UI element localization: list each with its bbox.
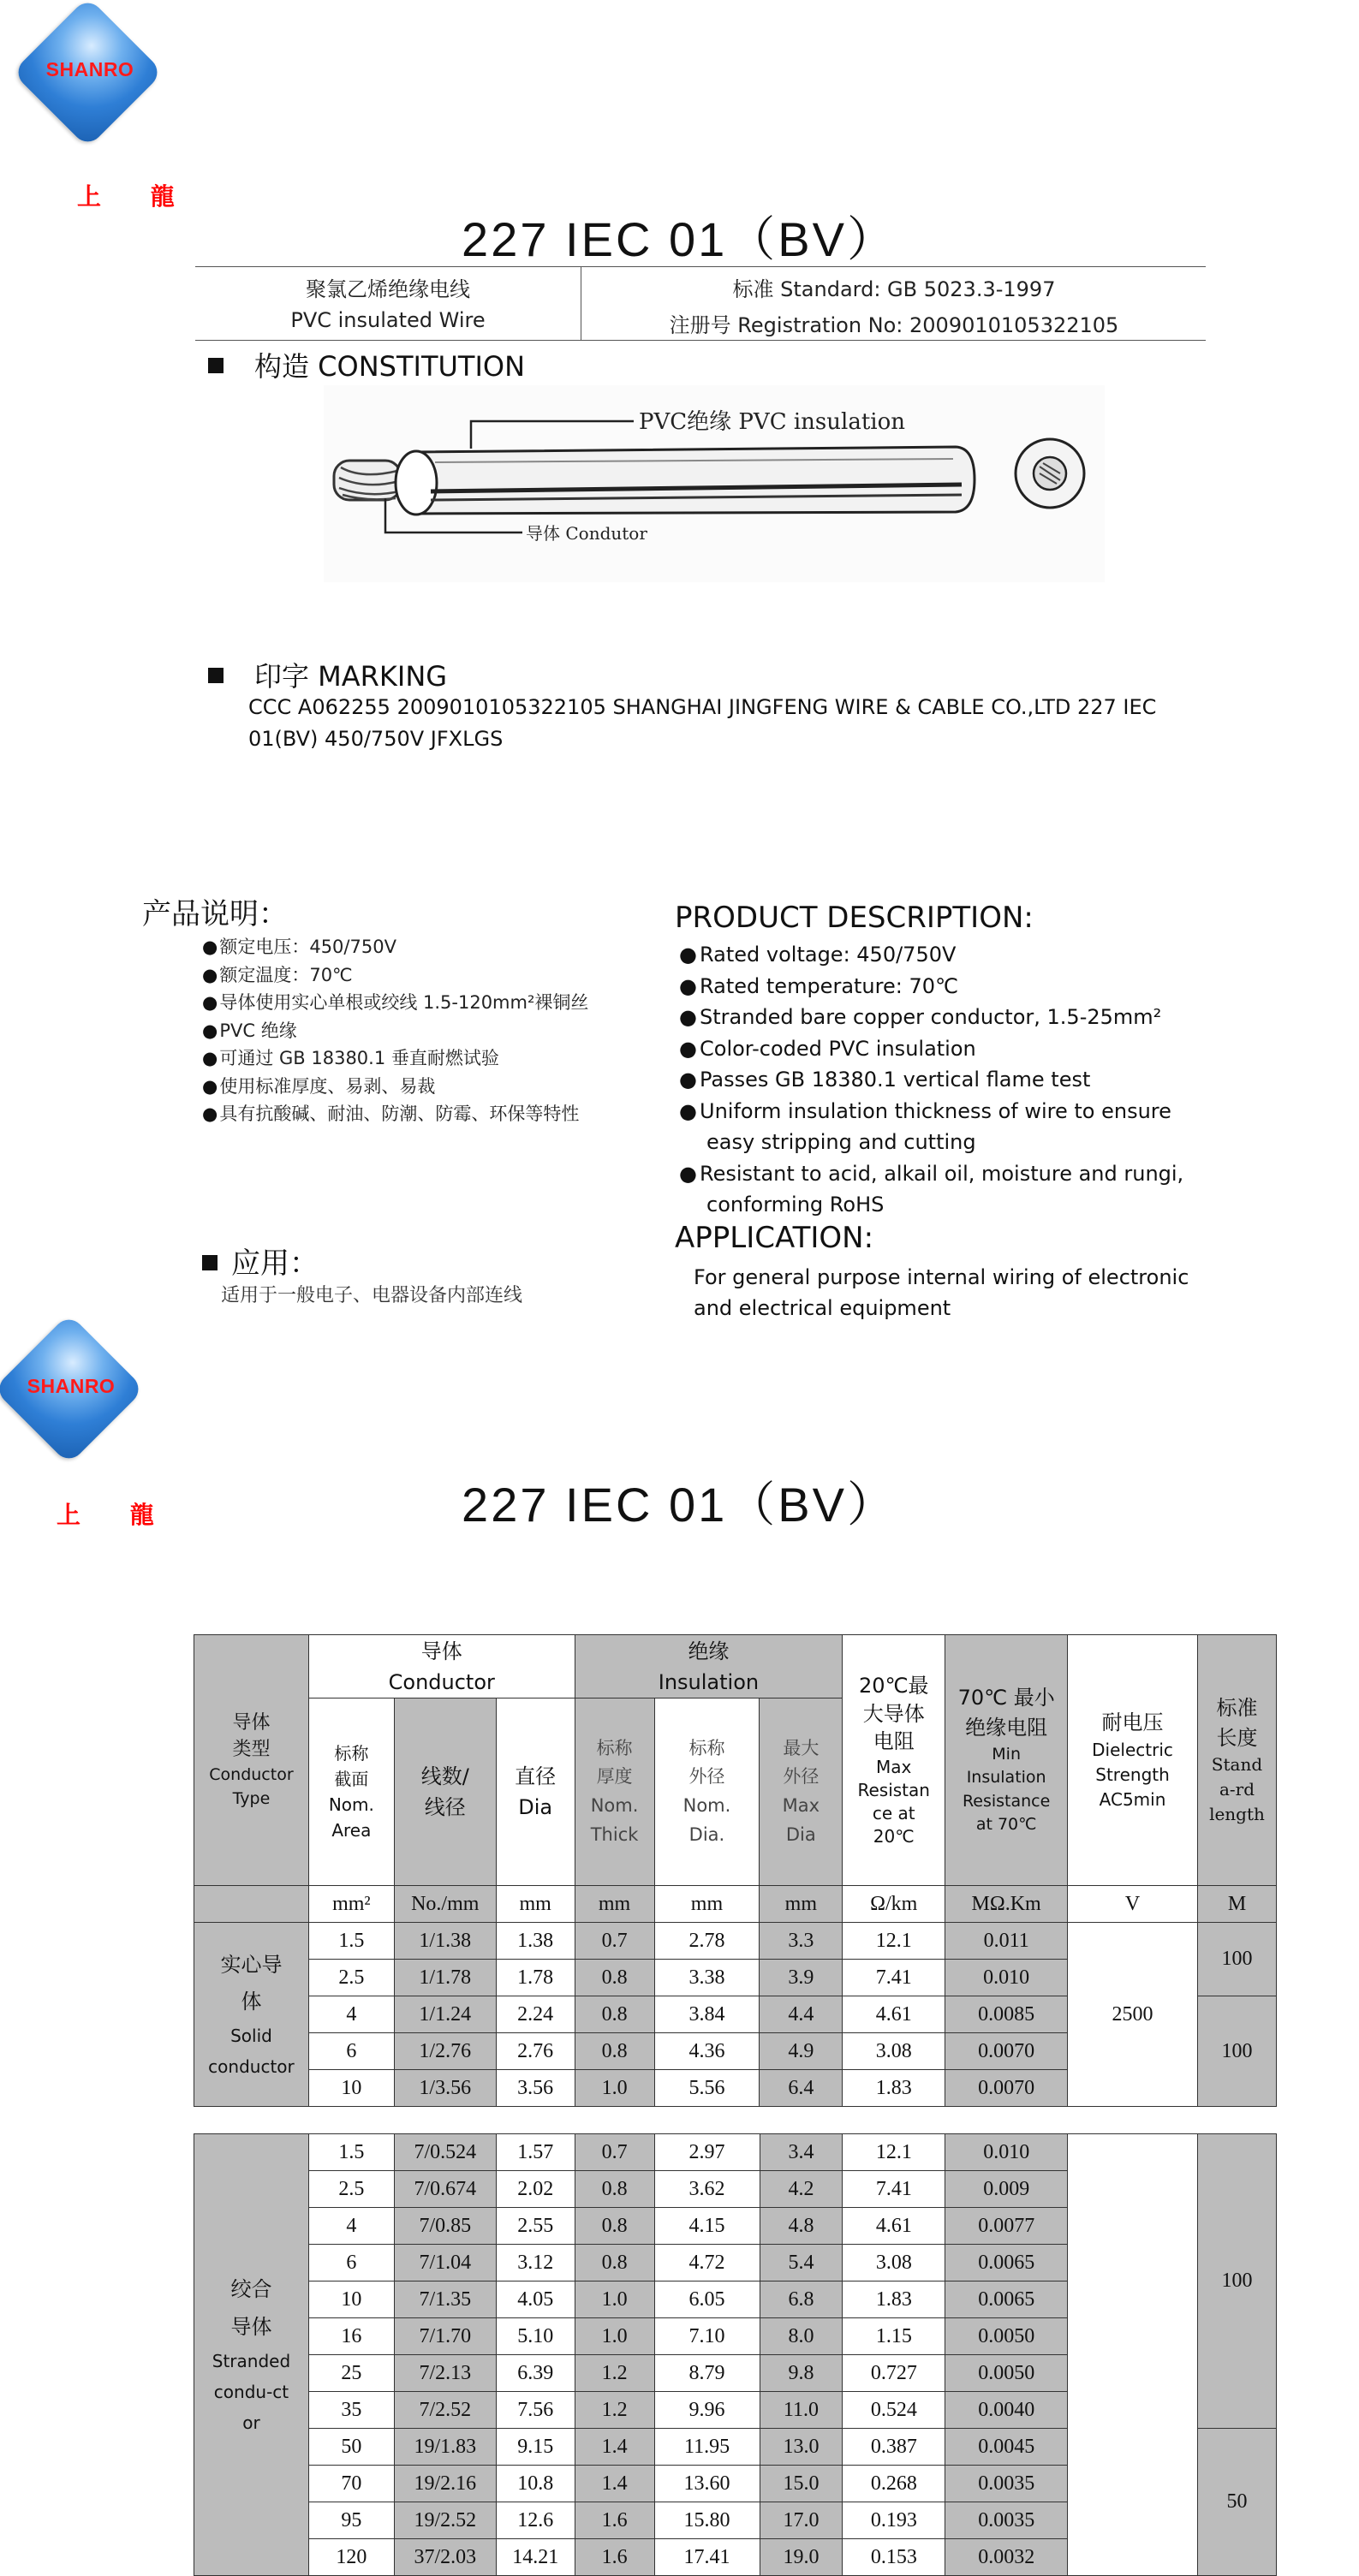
product-description-en-heading: PRODUCT DESCRIPTION: <box>675 901 1034 935</box>
product-name-en: PVC insulated Wire <box>290 308 486 332</box>
table-cell: 5.56 <box>654 2070 760 2107</box>
table-cell: 2.78 <box>654 1923 760 1960</box>
table-cell: 7/2.52 <box>394 2392 496 2429</box>
list-item: ● Color-coded PVC insulation <box>679 1033 1210 1065</box>
table-cell: 7.10 <box>654 2318 760 2355</box>
table-cell: 19.0 <box>760 2539 843 2576</box>
standard-length-cell: 100 <box>1197 1996 1276 2107</box>
table-cell: 11.95 <box>654 2429 760 2466</box>
application-en-heading: APPLICATION: <box>675 1221 874 1255</box>
table-cell: 1.5 <box>308 1923 394 1960</box>
application-cn-heading <box>202 1240 319 1282</box>
table-cell: 0.524 <box>843 2392 945 2429</box>
unit-cell: M <box>1197 1886 1276 1923</box>
table-cell: 25 <box>308 2355 394 2392</box>
list-item: ● Resistant to acid, alkail oil, moisture and rungi, conforming RoHS <box>679 1158 1210 1221</box>
standard-text: 标准 Standard: GB 5023.3-1997 <box>732 277 1056 301</box>
marking-heading <box>208 655 447 694</box>
logo-brand-text: SHANRO <box>45 58 134 80</box>
table-cell: 0.8 <box>575 2245 654 2282</box>
table-cell: 9.8 <box>760 2355 843 2392</box>
table-cell: 70 <box>308 2466 394 2502</box>
table-cell: 4.15 <box>654 2208 760 2245</box>
application-cn-text: 适用于一般电子、电器设备内部连线 <box>221 1285 523 1306</box>
table-cell: 11.0 <box>760 2392 843 2429</box>
list-item: ● 额定温度：70℃ <box>202 961 588 990</box>
table-cell: 1.15 <box>843 2318 945 2355</box>
unit-cell: mm² <box>308 1886 394 1923</box>
application-cn-heading-text: 应用： <box>231 1246 319 1281</box>
table-cell: 0.0070 <box>945 2070 1068 2107</box>
table-cell: 7/1.35 <box>394 2282 496 2318</box>
table-cell: 10.8 <box>496 2466 575 2502</box>
header-outer-diameter: 标称 外径 Nom. Dia. <box>654 1698 760 1886</box>
stranded-label: 绞合 导体 Stranded condu-ct or <box>194 2134 309 2576</box>
page-title: 227 IEC 01（BV） <box>462 212 897 266</box>
header-bottom-rule <box>195 340 1206 341</box>
table-cell: 4.61 <box>843 2208 945 2245</box>
page-title-2: 227 IEC 01（BV） <box>462 1478 897 1532</box>
table-cell: 1.5 <box>308 2134 394 2171</box>
table-cell: 3.12 <box>496 2245 575 2282</box>
table-cell: 3.9 <box>760 1960 843 1996</box>
table-cell: 0.8 <box>575 2033 654 2070</box>
table-cell: 0.7 <box>575 2134 654 2171</box>
marking-text: CCC A062255 2009010105322105 SHANGHAI JINGFENG WIRE & CABLE CO.,LTD 227 IEC 01(BV) 450/750V JFXLGS <box>248 695 1157 751</box>
table-cell: 7/1.04 <box>394 2245 496 2282</box>
product-description-cn-heading: 产品说明： <box>142 897 288 931</box>
table-cell: 50 <box>308 2429 394 2466</box>
table-cell: 4.2 <box>760 2171 843 2208</box>
table-cell: 4.9 <box>760 2033 843 2070</box>
table-cell: 3.08 <box>843 2245 945 2282</box>
table-cell: 0.0065 <box>945 2282 1068 2318</box>
table-cell: 6.4 <box>760 2070 843 2107</box>
list-item: ● Rated temperature: 70℃ <box>679 971 1210 1002</box>
table-cell: 4.05 <box>496 2282 575 2318</box>
table-cell: 4.8 <box>760 2208 843 2245</box>
table-cell: 1.6 <box>575 2502 654 2539</box>
table-cell: 7/0.674 <box>394 2171 496 2208</box>
table-cell: 4.4 <box>760 1996 843 2033</box>
header-conductor: 导体 Conductor <box>308 1635 575 1698</box>
units-row <box>194 1886 1277 1923</box>
unit-cell: mm <box>654 1886 760 1923</box>
table-cell: 13.60 <box>654 2466 760 2502</box>
header-thickness: 标称 厚度 Nom. Thick <box>575 1698 654 1886</box>
insulation-label: PVC绝缘 PVC insulation <box>639 409 905 435</box>
table-cell: 19/1.83 <box>394 2429 496 2466</box>
table-cell: 0.0065 <box>945 2245 1068 2282</box>
marking-heading-text: 印字 MARKING <box>254 660 448 693</box>
dielectric-voltage-blank <box>1068 2134 1198 2576</box>
table-cell: 8.0 <box>760 2318 843 2355</box>
table-cell: 3.62 <box>654 2171 760 2208</box>
table-cell: 4.61 <box>843 1996 945 2033</box>
table-cell: 12.6 <box>496 2502 575 2539</box>
table-cell: 6 <box>308 2245 394 2282</box>
header-insulation: 绝缘 Insulation <box>575 1635 843 1698</box>
table-cell: 120 <box>308 2539 394 2576</box>
solid-label: 实心导 体 Solid conductor <box>194 1923 309 2107</box>
unit-cell: Ω/km <box>843 1886 945 1923</box>
header-top-rule <box>195 266 1206 267</box>
table-cell: 3.38 <box>654 1960 760 1996</box>
table-cell: 0.0032 <box>945 2539 1068 2576</box>
table-cell: 1.6 <box>575 2539 654 2576</box>
table-cell: 3.4 <box>760 2134 843 2171</box>
table-cell: 10 <box>308 2282 394 2318</box>
list-item: ● 使用标准厚度、易剥、易裁 <box>202 1073 588 1101</box>
table-cell: 0.8 <box>575 1960 654 1996</box>
table-cell: 0.8 <box>575 2208 654 2245</box>
unit-cell: mm <box>496 1886 575 1923</box>
table-cell: 1/2.76 <box>394 2033 496 2070</box>
table-cell: 2.55 <box>496 2208 575 2245</box>
table-cell: 0.010 <box>945 1960 1068 1996</box>
table-cell: 0.0035 <box>945 2466 1068 2502</box>
table-cell: 0.8 <box>575 2171 654 2208</box>
header-nominal-area: 标称 截面 Nom. Area <box>308 1698 394 1886</box>
table-cell: 7.41 <box>843 2171 945 2208</box>
list-item: ● 额定电压：450/750V <box>202 933 588 961</box>
table-cell: 5.4 <box>760 2245 843 2282</box>
list-item: ● Uniform insulation thickness of wire to ensure easy stripping and cutting <box>679 1096 1210 1158</box>
product-name-cn: 聚氯乙烯绝缘电线 <box>306 277 470 301</box>
square-bullet-icon <box>208 358 224 373</box>
table-cell: 37/2.03 <box>394 2539 496 2576</box>
dielectric-voltage-cell: 2500 <box>1068 1923 1198 2107</box>
table-cell: 12.1 <box>843 1923 945 1960</box>
table-cell: 3.56 <box>496 2070 575 2107</box>
table-cell: 2.5 <box>308 1960 394 1996</box>
unit-cell: mm <box>575 1886 654 1923</box>
table-cell: 10 <box>308 2070 394 2107</box>
table-cell: 19/2.52 <box>394 2502 496 2539</box>
table-cell: 0.193 <box>843 2502 945 2539</box>
unit-cell: No./mm <box>394 1886 496 1923</box>
table-cell: 2.24 <box>496 1996 575 2033</box>
table-cell: 1.0 <box>575 2282 654 2318</box>
table-cell: 0.0040 <box>945 2392 1068 2429</box>
table-cell: 1/1.24 <box>394 1996 496 2033</box>
header-conductor-type: 导体 类型 Conductor Type <box>194 1635 309 1886</box>
stranded-rows <box>194 2134 1277 2576</box>
table-cell: 6.05 <box>654 2282 760 2318</box>
list-item: ● Stranded bare copper conductor, 1.5-25mm² <box>679 1002 1210 1033</box>
insulation-tube <box>396 447 975 515</box>
table-cell: 1.57 <box>496 2134 575 2171</box>
product-description-cn-list <box>202 933 588 1128</box>
header-dielectric: 耐电压 Dielectric Strength AC5min <box>1068 1635 1198 1886</box>
table-cell: 1/1.38 <box>394 1923 496 1960</box>
application-en-text <box>694 1262 1189 1324</box>
conductor-strands <box>334 461 401 500</box>
table-cell: 0.011 <box>945 1923 1068 1960</box>
table-cell: 4.36 <box>654 2033 760 2070</box>
list-item: ● Rated voltage: 450/750V <box>679 939 1210 971</box>
table-cell: 0.009 <box>945 2171 1068 2208</box>
table-cell: 15.80 <box>654 2502 760 2539</box>
table-cell: 8.79 <box>654 2355 760 2392</box>
table-cell: 1.78 <box>496 1960 575 1996</box>
table-cell: 0.727 <box>843 2355 945 2392</box>
table-cell: 12.1 <box>843 2134 945 2171</box>
unit-cell: mm <box>760 1886 843 1923</box>
table-cell: 1.38 <box>496 1923 575 1960</box>
table-cell: 1/3.56 <box>394 2070 496 2107</box>
header-insulation-resistance: 70℃ 最小 绝缘电阻 Min Insulation Resistance at 70℃ <box>945 1635 1068 1886</box>
cross-section-icon <box>1016 439 1084 508</box>
table-cell: 1.0 <box>575 2318 654 2355</box>
list-item: ● Passes GB 18380.1 vertical flame test <box>679 1064 1210 1096</box>
table-cell: 0.153 <box>843 2539 945 2576</box>
table-cell: 4 <box>308 1996 394 2033</box>
table-cell: 7/1.70 <box>394 2318 496 2355</box>
product-description-en-list <box>679 939 1210 1221</box>
table-cell: 7/0.85 <box>394 2208 496 2245</box>
table-cell: 0.7 <box>575 1923 654 1960</box>
conductor-label: 导体 Condutor <box>526 523 647 544</box>
table-cell: 2.5 <box>308 2171 394 2208</box>
table-cell: 95 <box>308 2502 394 2539</box>
application-en-line: and electrical equipment <box>694 1296 951 1320</box>
table-cell: 0.0035 <box>945 2502 1068 2539</box>
table-cell: 1.83 <box>843 2282 945 2318</box>
standard-length-cell: 100 <box>1197 1923 1276 1996</box>
table-cell: 17.41 <box>654 2539 760 2576</box>
table-cell: 2.76 <box>496 2033 575 2070</box>
table-cell: 15.0 <box>760 2466 843 2502</box>
table-cell: 7.41 <box>843 1960 945 1996</box>
logo-chinese-name: 上 龍 <box>77 182 195 211</box>
table-cell: 5.10 <box>496 2318 575 2355</box>
table-cell: 17.0 <box>760 2502 843 2539</box>
table-cell: 6 <box>308 2033 394 2070</box>
table-cell: 9.15 <box>496 2429 575 2466</box>
constitution-heading-text: 构造 CONSTITUTION <box>254 350 526 383</box>
table-cell: 3.08 <box>843 2033 945 2070</box>
spec-table-solid <box>194 1634 1277 2107</box>
table-row <box>194 1923 1277 1960</box>
table-cell: 2.02 <box>496 2171 575 2208</box>
header-diameter: 直径 Dia <box>496 1698 575 1886</box>
table-cell: 3.3 <box>760 1923 843 1960</box>
table-cell: 2.97 <box>654 2134 760 2171</box>
header-standard-length: 标准 长度 Stand a-rd length <box>1197 1635 1276 1886</box>
table-cell: 1.2 <box>575 2355 654 2392</box>
logo-chinese-name: 上 龍 <box>57 1501 175 1529</box>
table-cell: 0.268 <box>843 2466 945 2502</box>
standard-length-cell: 50 <box>1198 2429 1277 2576</box>
list-item: ● 导体使用实心单根或绞线 1.5-120mm²裸铜丝 <box>202 989 588 1017</box>
solid-rows <box>194 1923 1277 2107</box>
table-cell: 1.4 <box>575 2429 654 2466</box>
table-cell: 0.0070 <box>945 2033 1068 2070</box>
list-item: ● 具有抗酸碱、耐油、防潮、防霉、环保等特性 <box>202 1100 588 1128</box>
header-wire-count: 线数/ 线径 <box>394 1698 496 1886</box>
table-cell: 0.0085 <box>945 1996 1068 2033</box>
table-cell: 4.72 <box>654 2245 760 2282</box>
table-cell: 14.21 <box>496 2539 575 2576</box>
logo-brand-text: SHANRO <box>27 1375 116 1397</box>
table-cell: 6.8 <box>760 2282 843 2318</box>
table-cell: 0.8 <box>575 1996 654 2033</box>
table-cell: 13.0 <box>760 2429 843 2466</box>
table-cell: 0.010 <box>945 2134 1068 2171</box>
square-bullet-icon <box>202 1255 218 1270</box>
registration-text: 注册号 Registration No: 2009010105322105 <box>669 313 1119 337</box>
spec-table-stranded <box>194 2133 1277 2576</box>
table-cell: 35 <box>308 2392 394 2429</box>
company-logo <box>0 0 171 197</box>
unit-cell: V <box>1068 1886 1198 1923</box>
table-cell: 1.4 <box>575 2466 654 2502</box>
table-cell: 1/1.78 <box>394 1960 496 1996</box>
table-cell: 1.83 <box>843 2070 945 2107</box>
table-cell: 7/0.524 <box>394 2134 496 2171</box>
constitution-heading <box>208 345 525 384</box>
table-cell: 4 <box>308 2208 394 2245</box>
square-bullet-icon <box>208 668 224 683</box>
wire-structure-diagram <box>324 385 1105 582</box>
table-cell: 3.84 <box>654 1996 760 2033</box>
table-cell: 1.2 <box>575 2392 654 2429</box>
list-item: ● PVC 绝缘 <box>202 1017 588 1045</box>
unit-cell: MΩ.Km <box>945 1886 1068 1923</box>
standard-length-cell: 100 <box>1198 2134 1277 2429</box>
table-cell: 7/2.13 <box>394 2355 496 2392</box>
table-row <box>194 2134 1277 2171</box>
header-max-outer-diameter: 最大 外径 Max Dia <box>760 1698 843 1886</box>
list-item: ● 可通过 GB 18380.1 垂直耐燃试验 <box>202 1044 588 1073</box>
table-cell: 0.0050 <box>945 2318 1068 2355</box>
table-cell: 0.387 <box>843 2429 945 2466</box>
table-cell: 6.39 <box>496 2355 575 2392</box>
application-en-line: For general purpose internal wiring of electronic <box>694 1265 1189 1289</box>
table-cell: 1.0 <box>575 2070 654 2107</box>
unit-cell-empty <box>194 1886 309 1923</box>
table-cell: 19/2.16 <box>394 2466 496 2502</box>
table-cell: 0.0045 <box>945 2429 1068 2466</box>
table-cell: 7.56 <box>496 2392 575 2429</box>
table-cell: 0.0077 <box>945 2208 1068 2245</box>
table-cell: 9.96 <box>654 2392 760 2429</box>
table-cell: 16 <box>308 2318 394 2355</box>
header-max-resistance: 20℃最 大导体 电阻 Max Resistan ce at 20℃ <box>843 1635 945 1886</box>
table-cell: 0.0050 <box>945 2355 1068 2392</box>
